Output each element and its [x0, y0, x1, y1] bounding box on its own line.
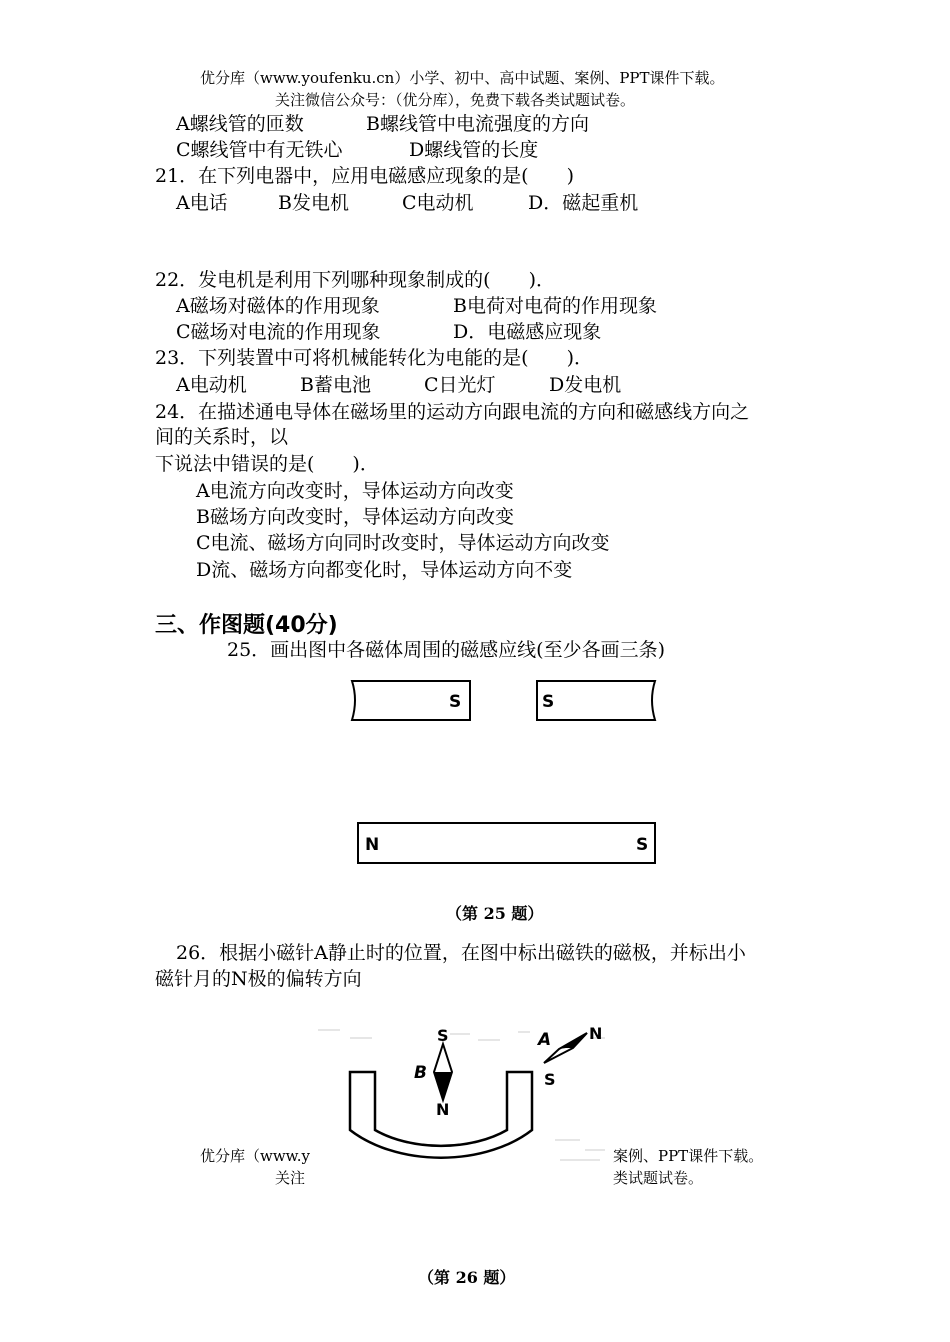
section-3-title: 三、作图题(40分): [155, 613, 338, 638]
q25-right-magnet-pole: S: [542, 692, 555, 712]
q25-stem: 25．画出图中各磁体周围的磁感应线(至少各画三条): [227, 639, 666, 661]
q22-option-c: C磁场对电流的作用现象: [176, 321, 381, 343]
footer-left-line-2: 关注: [275, 1169, 306, 1187]
q25-bar-magnet-n: N: [365, 835, 380, 855]
q21-stem: 21．在下列电器中，应用电磁感应现象的是( ): [155, 165, 575, 187]
q26-caption: （第 26 题）: [418, 1268, 516, 1287]
q21-option-a: A电话: [176, 192, 228, 214]
q26-needle-a-n: N: [589, 1024, 603, 1043]
q23-option-d: D发电机: [549, 374, 622, 396]
q22-stem: 22．发电机是利用下列哪种现象制成的( )．: [155, 269, 556, 291]
header-line-1: 优分库（www.youfenku.cn）小学、初中、高中试题、案例、PPT课件下载。: [200, 69, 725, 87]
q23-option-b: B蓄电池: [300, 374, 371, 396]
q26-stem-line-1: 26．根据小磁针A静止时的位置，在图中标出磁铁的磁极，并标出小: [176, 942, 746, 964]
footer-right-line-2: 类试题试卷。: [613, 1169, 704, 1187]
q24-option-a: A电流方向改变时，导体运动方向改变: [196, 480, 514, 502]
q24-stem-line-1: 24．在描述通电导体在磁场里的运动方向跟电流的方向和磁感线方向之: [155, 401, 750, 423]
q26-needle-b-bottom: N: [436, 1100, 450, 1119]
q25-caption: （第 25 题）: [446, 904, 544, 923]
q24-option-c: C电流、磁场方向同时改变时，导体运动方向改变: [196, 532, 610, 554]
q24-stem-line-3: 下说法中错误的是( )．: [155, 453, 379, 475]
footer-right-line-1: 案例、PPT课件下载。: [613, 1147, 764, 1165]
q20-option-a: A螺线管的匝数: [176, 113, 304, 135]
q24-option-d: D流、磁场方向都变化时，导体运动方向不变: [196, 559, 573, 581]
q26-needle-a-s: S: [544, 1070, 556, 1089]
q26-needle-a-label: A: [538, 1030, 552, 1050]
footer-left-line-1: 优分库（www.y: [200, 1147, 310, 1165]
q20-option-b: B螺线管中电流强度的方向: [366, 113, 589, 135]
q26-needle-b-top: S: [437, 1026, 449, 1045]
q24-option-b: B磁场方向改变时，导体运动方向改变: [196, 506, 514, 528]
q24-stem-line-2: 间的关系时，以: [155, 426, 289, 448]
q23-option-a: A电动机: [176, 374, 247, 396]
q25-left-magnet-pole: S: [449, 692, 462, 712]
header-line-2: 关注微信公众号：（优分库），免费下载各类试题试卷。: [275, 91, 636, 109]
q20-option-c: C螺线管中有无铁心: [176, 139, 343, 161]
q25-bar-magnet-s: S: [636, 835, 649, 855]
q26-stem-line-2: 磁针月的N极的偏转方向: [155, 968, 362, 990]
q21-option-d: D．磁起重机: [528, 192, 639, 214]
q22-option-a: A磁场对磁体的作用现象: [176, 295, 380, 317]
q22-option-d: D．电磁感应现象: [453, 321, 602, 343]
q20-option-d: D螺线管的长度: [409, 139, 539, 161]
q26-needle-b-label: B: [414, 1063, 427, 1083]
q23-stem: 23．下列装置中可将机械能转化为电能的是( )．: [155, 347, 594, 369]
q23-option-c: C日光灯: [424, 374, 496, 396]
q21-option-b: B发电机: [278, 192, 349, 214]
q21-option-c: C电动机: [402, 192, 474, 214]
q22-option-b: B电荷对电荷的作用现象: [453, 295, 657, 317]
